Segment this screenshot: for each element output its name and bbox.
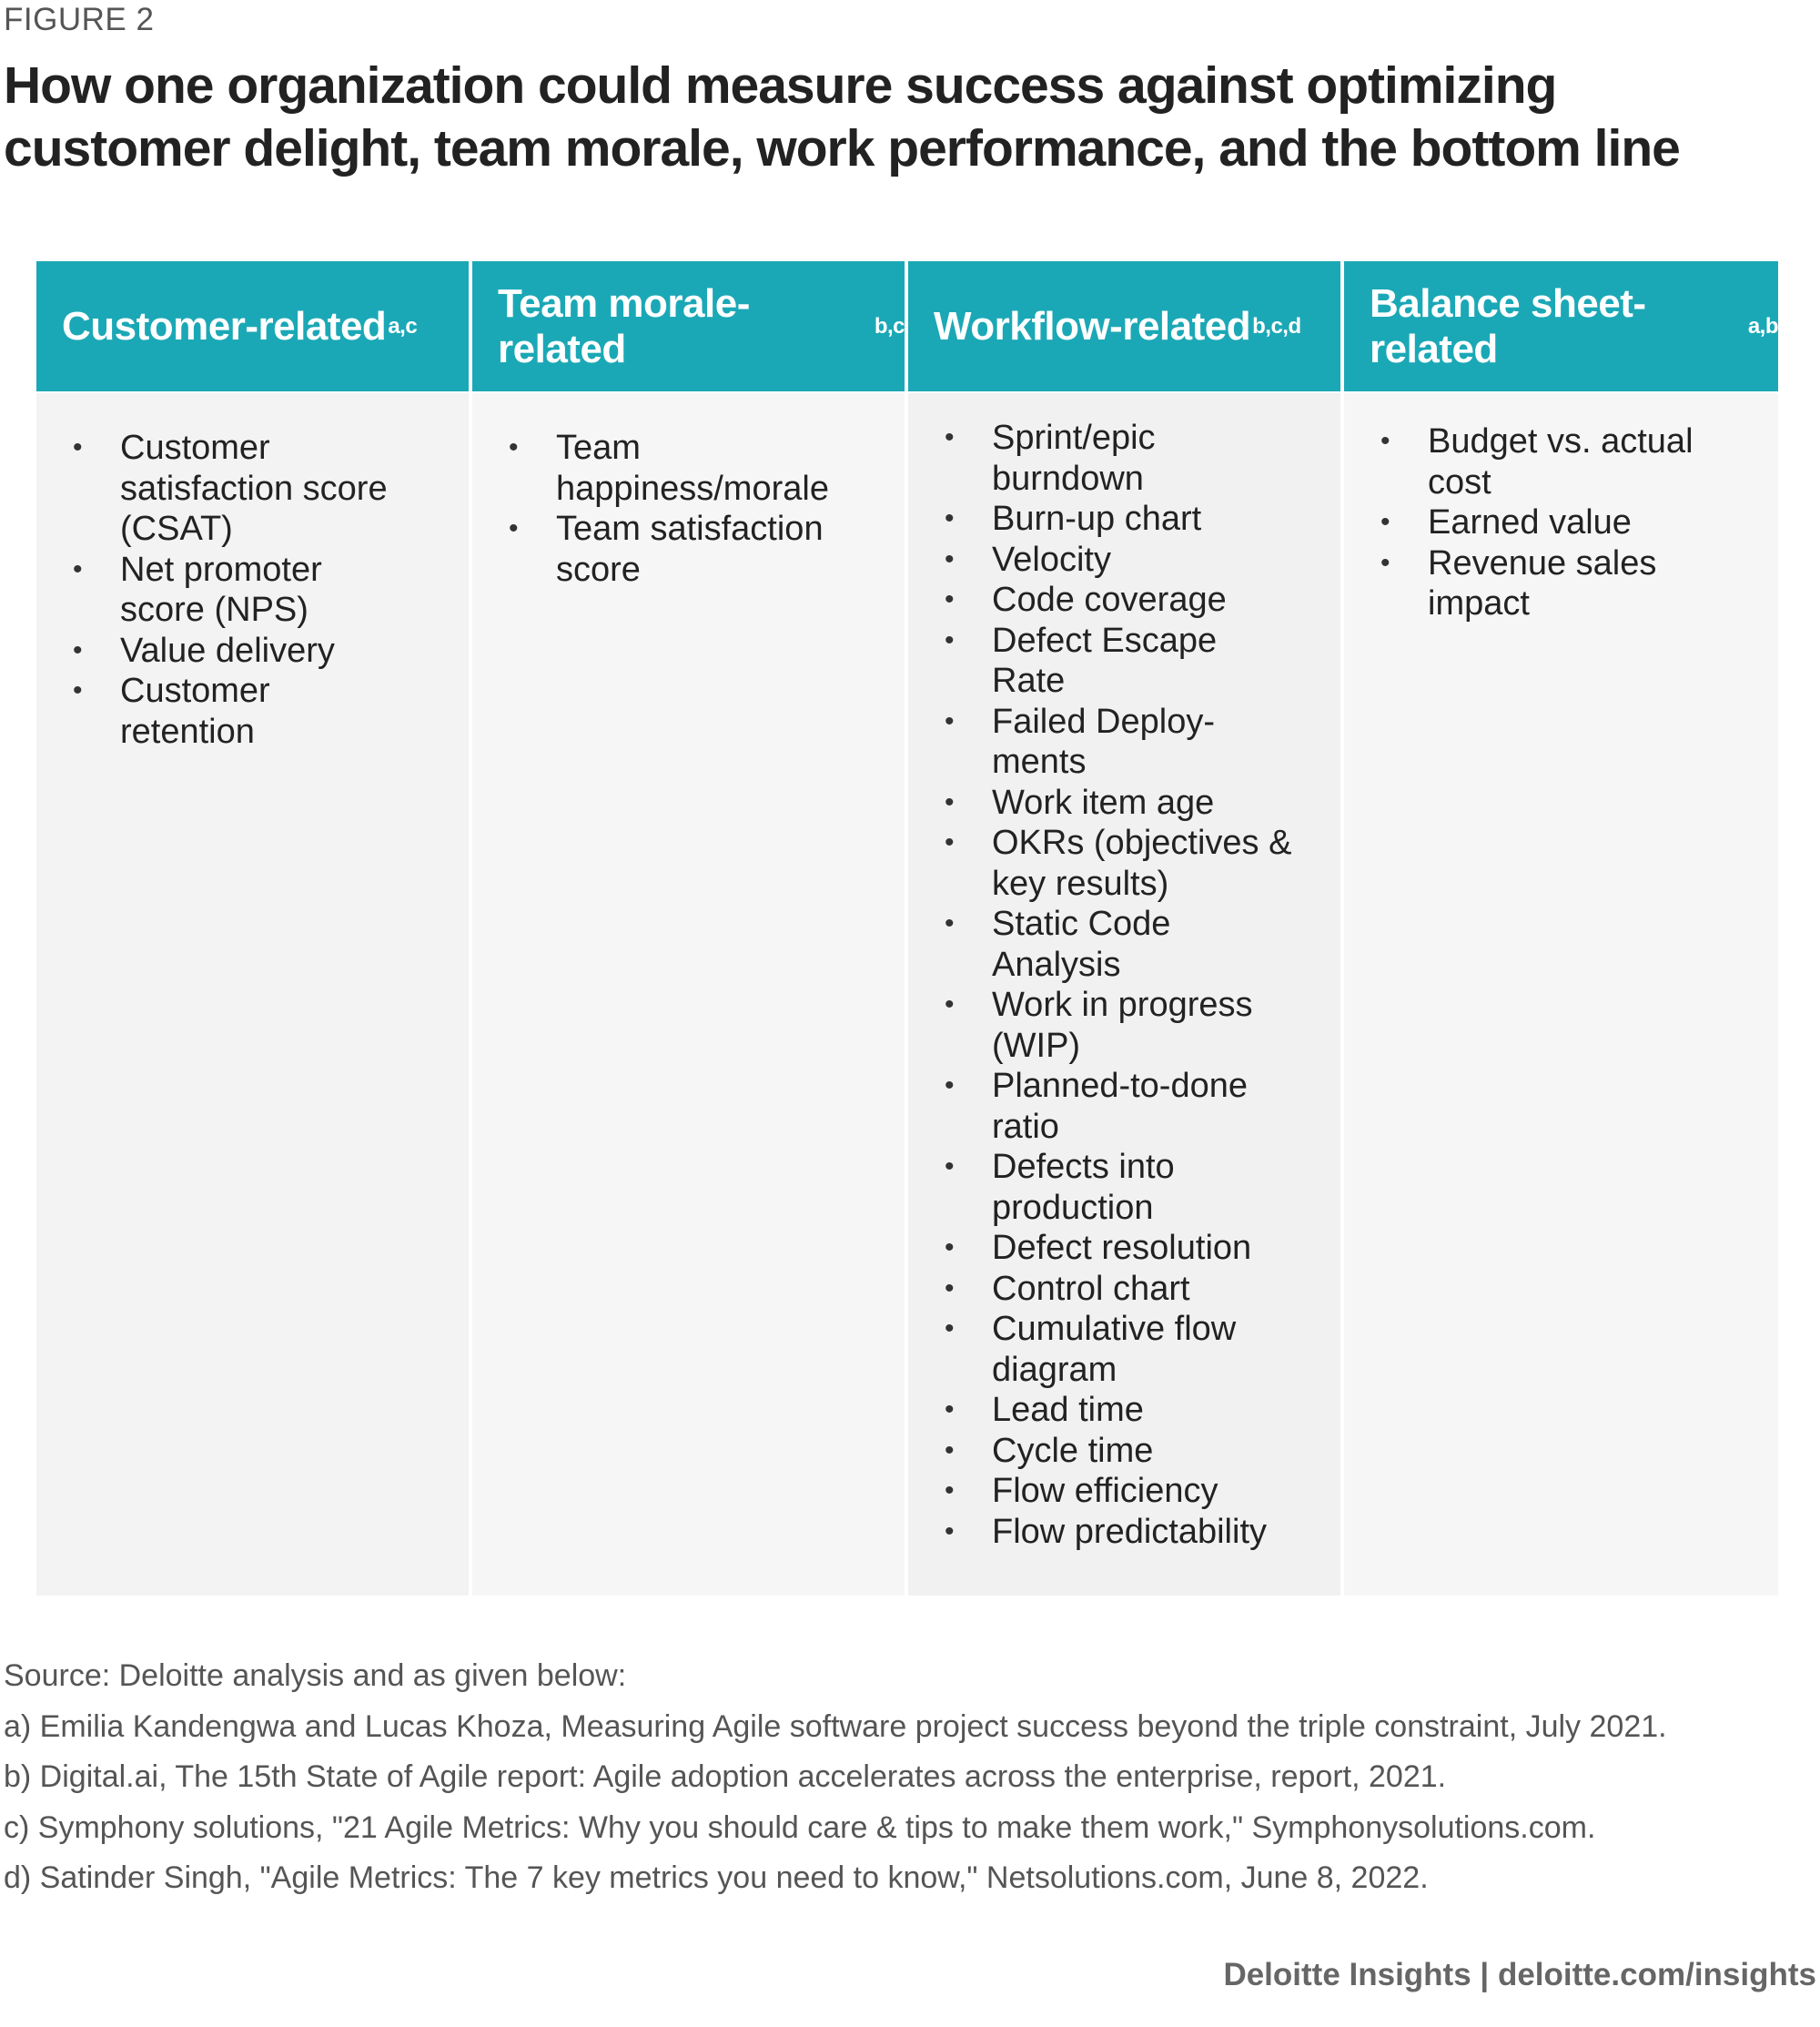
list-item: • Defect Escape Rate [945,621,1247,702]
figure-title: How one organization could measure success against optimizing customer delight, team morale, work performance, and the bottom line [4,56,1680,177]
source-notes [4,1651,1815,1904]
list-item: • Velocity [945,540,1328,581]
footer-credit [1223,1957,1816,1993]
list-item: • Code coverage [945,580,1328,621]
column-heading: Balance sheet-related [1370,280,1646,371]
metric-list [945,418,1328,1552]
list-item: • Cumulative flow diagram [945,1309,1265,1390]
list-item: • Static Code Analysis [945,904,1219,985]
list-item: • Sprint/epic burndown [945,418,1201,499]
list-item: • Team happiness/morale [509,428,829,509]
metric-list [73,428,456,752]
column-workflow [908,261,1340,1596]
source-note-c: c) Symphony solutions, "21 Agile Metrics: Why you should care & tips to make them work," Symphonysolutions.com. [4,1809,1596,1845]
column-header-balance-sheet [1344,261,1778,391]
list-item: • Defect resolution [945,1228,1328,1269]
list-item: • OKRs (objectives & key results) [945,823,1301,904]
footer-brand: Deloitte Insights [1223,1957,1471,1992]
column-customer [36,261,469,1596]
column-header-team-morale [472,261,905,391]
column-body-workflow [908,393,1340,1596]
list-item: • Cycle time [945,1431,1328,1472]
list-item: • Lead time [945,1390,1328,1431]
column-header-customer [36,261,469,391]
column-footnote-ref: b,c,d [1252,313,1301,339]
footer-separator: | [1480,1957,1490,1992]
source-note-d: d) Satinder Singh, "Agile Metrics: The 7 key metrics you need to know," Netsolutions.com, June 8, 2022. [4,1860,1429,1895]
list-item: • Planned-to-done ratio [945,1066,1265,1147]
metric-list [1380,421,1765,624]
source-note-b: b) Digital.ai, The 15th State of Agile report: Agile adoption accelerates across the enterprise, report, 2021. [4,1759,1447,1794]
list-item: • Earned value [1380,502,1765,543]
column-heading: Workflow-related [934,303,1251,349]
list-item: • Work in progress (WIP) [945,985,1274,1066]
list-item: • Net promoter score (NPS) [73,550,348,631]
column-footnote-ref: a,c [388,313,418,339]
column-footnote-ref: b,c [874,313,905,339]
column-heading: Team morale-related [498,280,750,371]
column-body-team-morale [472,393,905,1596]
metric-list [509,428,892,590]
list-item: • Work item age [945,783,1328,824]
source-intro: Source: Deloitte analysis and as given below: [4,1658,627,1693]
column-body-customer [36,393,469,1596]
list-item: • Control chart [945,1269,1328,1310]
source-note-a: a) Emilia Kandengwa and Lucas Khoza, Measuring Agile software project success beyond the triple constraint, July 2021. [4,1708,1667,1744]
list-item: • Customer retention [73,671,348,752]
column-balance-sheet [1344,261,1778,1596]
column-body-balance-sheet [1344,393,1778,1596]
column-team-morale [472,261,905,1596]
column-heading: Customer-related [62,303,387,349]
list-item: • Customer satisfaction score (CSAT) [73,428,402,550]
list-item: • Budget vs. actual cost [1380,421,1710,502]
list-item: • Flow efficiency [945,1471,1328,1512]
list-item: • Flow predictability [945,1512,1328,1553]
list-item: • Burn-up chart [945,499,1328,540]
list-item: • Failed Deploy-ments [945,702,1228,783]
figure-label: FIGURE 2 [4,2,155,37]
footer-url-link[interactable]: deloitte.com/insights [1497,1957,1816,1992]
list-item: • Defects into production [945,1147,1201,1228]
list-item: • Team satisfaction score [509,509,847,590]
column-header-workflow [908,261,1340,391]
list-item: • Value delivery [73,631,456,672]
metrics-table [36,261,1778,1596]
column-footnote-ref: a,b [1747,313,1778,339]
list-item: • Revenue sales impact [1380,543,1701,624]
